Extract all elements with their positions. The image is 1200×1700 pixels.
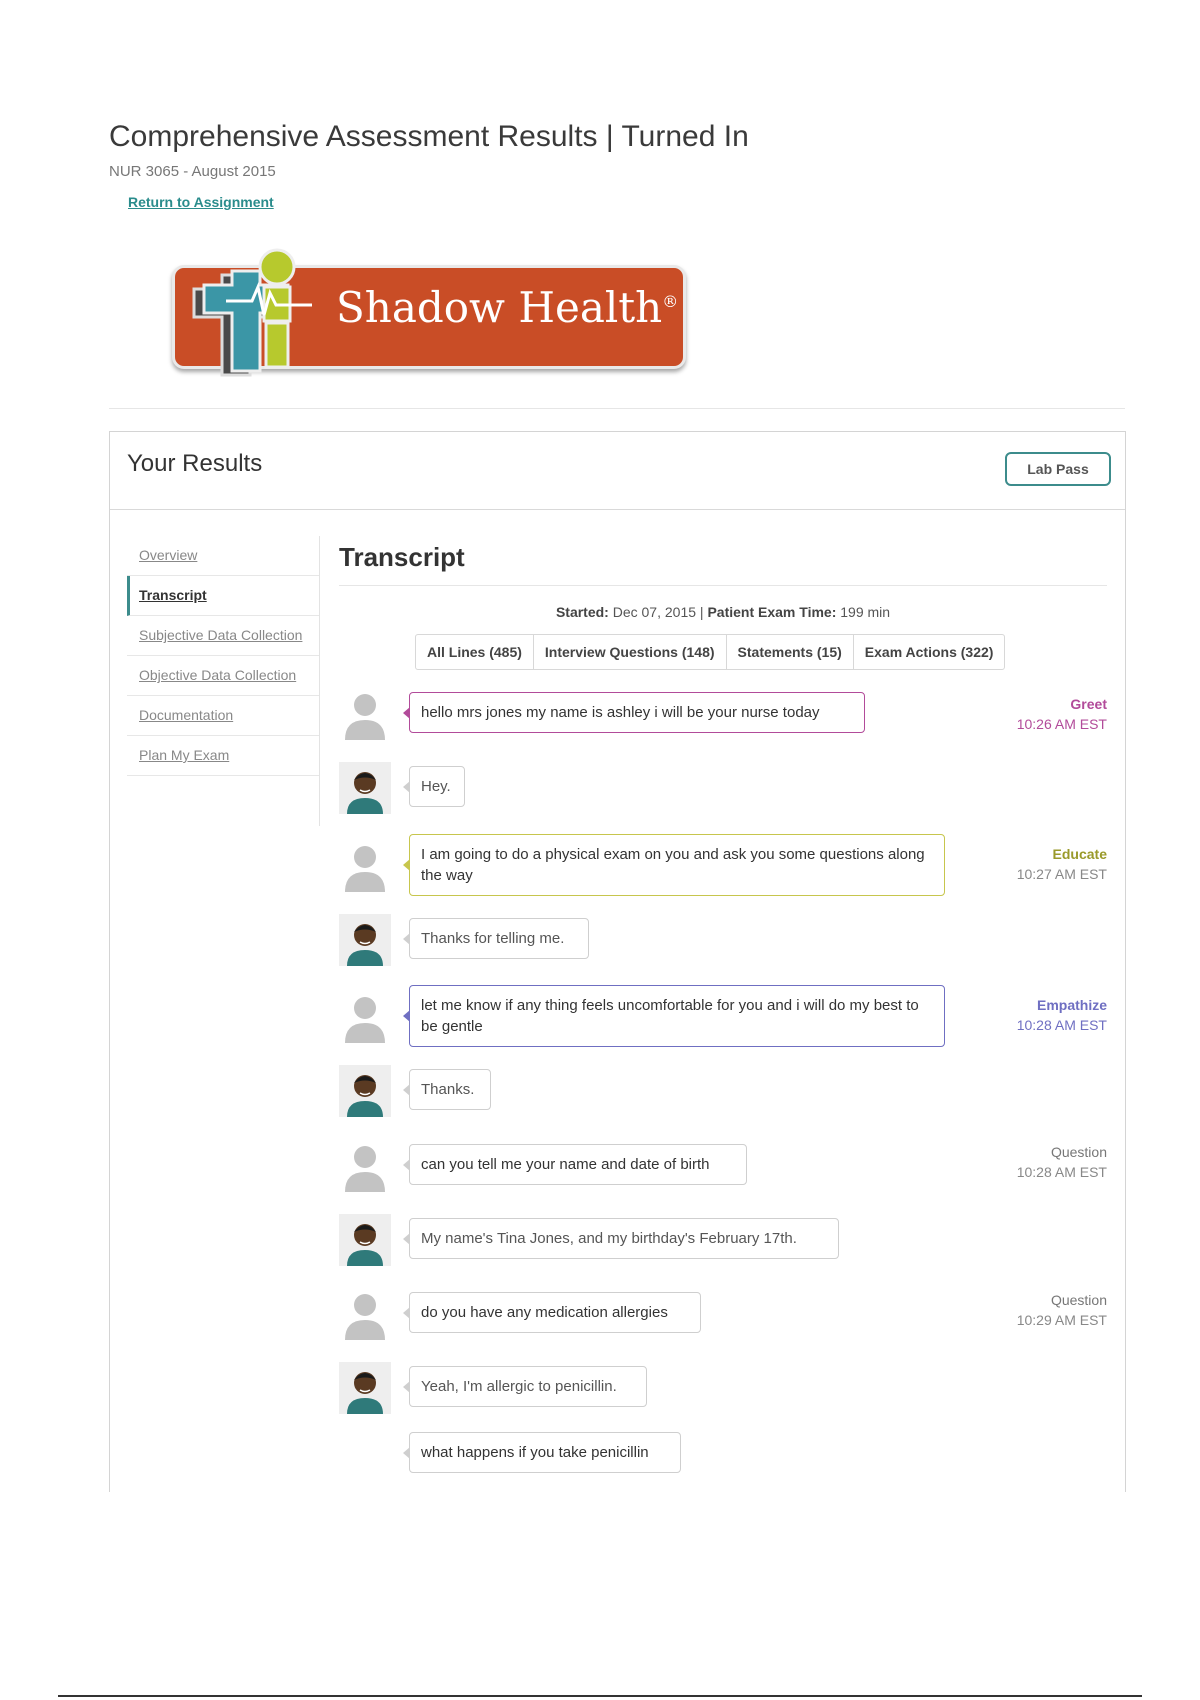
transcript-line (339, 688, 1107, 740)
results-title: Your Results (127, 450, 263, 477)
student-avatar-icon (339, 688, 391, 740)
message-time: 10:26 AM EST (1016, 716, 1107, 732)
transcript-line (339, 1140, 1107, 1192)
message-category: Educate (1052, 846, 1107, 862)
results-header (110, 432, 1125, 510)
nav-item-subjective-data-collection[interactable] (127, 616, 319, 656)
transcript-line (339, 985, 1107, 1049)
logo-figure-icon (182, 243, 332, 379)
summary-separator: | (699, 604, 704, 620)
message-meta (967, 694, 1107, 734)
message-bubble: what happens if you take penicillin (409, 1432, 681, 1473)
message-bubble: I am going to do a physical exam on you and ask you some questions along the way (409, 834, 945, 896)
message-bubble: Thanks for telling me. (409, 918, 589, 959)
patient-avatar-icon (339, 1214, 391, 1266)
nav-item-label[interactable]: Transcript (139, 587, 207, 603)
nav-item-label[interactable]: Plan My Exam (139, 747, 230, 763)
course-subtitle: NUR 3065 - August 2015 (109, 163, 276, 180)
message-time: 10:28 AM EST (1016, 1164, 1107, 1180)
message-bubble: can you tell me your name and date of birth (409, 1144, 747, 1185)
patient-avatar-icon (339, 914, 391, 966)
message-meta (967, 1290, 1107, 1330)
message-time: 10:29 AM EST (1016, 1312, 1107, 1328)
message-category: Empathize (1036, 997, 1107, 1013)
filter-statements[interactable]: Statements (15) (727, 635, 854, 669)
logo-text: Shadow Health® (336, 283, 679, 332)
message-category: Question (1050, 1144, 1107, 1160)
transcript-line (339, 1214, 1107, 1266)
nav-item-label[interactable]: Subjective Data Collection (139, 627, 303, 643)
message-bubble: do you have any medication allergies (409, 1292, 701, 1333)
started-value: Dec 07, 2015 (612, 604, 697, 620)
patient-avatar-icon (339, 762, 391, 814)
nav-item-plan-my-exam[interactable] (127, 736, 319, 776)
transcript-title: Transcript (339, 542, 465, 572)
transcript-line (339, 1065, 1107, 1117)
message-bubble: My name's Tina Jones, and my birthday's February 17th. (409, 1218, 839, 1259)
transcript-line (339, 834, 1107, 898)
results-side-nav (127, 536, 320, 826)
nav-item-objective-data-collection[interactable] (127, 656, 319, 696)
student-avatar-icon (339, 1288, 391, 1340)
message-meta (967, 1142, 1107, 1182)
message-bubble: Yeah, I'm allergic to penicillin. (409, 1366, 647, 1407)
page-bottom-rule (58, 1695, 1142, 1697)
exam-time-value: 199 min (840, 604, 891, 620)
nav-item-label[interactable]: Documentation (139, 707, 234, 723)
message-bubble: Hey. (409, 766, 465, 807)
transcript-line (339, 1430, 1107, 1478)
page-title: Comprehensive Assessment Results | Turned In (109, 120, 749, 153)
nav-item-label[interactable]: Objective Data Collection (139, 667, 297, 683)
transcript-line (339, 1362, 1107, 1414)
transcript-filter-tabs (415, 634, 1005, 670)
started-label: Started: (555, 604, 609, 620)
transcript-line (339, 762, 1107, 814)
nav-item-label[interactable]: Overview (139, 547, 198, 563)
return-to-assignment-link[interactable]: Return to Assignment (128, 194, 274, 210)
nav-item-documentation[interactable] (127, 696, 319, 736)
message-meta (967, 995, 1107, 1035)
transcript-line (339, 914, 1107, 966)
lab-pass-button[interactable]: Lab Pass (1005, 452, 1111, 486)
message-time: 10:28 AM EST (1016, 1017, 1107, 1033)
exam-summary (339, 604, 1107, 620)
student-avatar-icon (339, 840, 391, 892)
results-panel (109, 431, 1126, 1492)
filter-interview-questions[interactable]: Interview Questions (148) (534, 635, 727, 669)
filter-exam-actions[interactable]: Exam Actions (322) (864, 644, 994, 660)
exam-time-label: Patient Exam Time: (707, 604, 837, 620)
message-bubble: hello mrs jones my name is ashley i will be your nurse today (409, 692, 865, 733)
message-meta (967, 844, 1107, 884)
message-bubble: let me know if any thing feels uncomfortable for you and i will do my best to be gentle (409, 985, 945, 1047)
message-bubble: Thanks. (409, 1069, 491, 1110)
transcript-line (339, 1288, 1107, 1340)
nav-item-overview[interactable] (127, 536, 319, 576)
shadow-health-logo (168, 243, 684, 379)
patient-avatar-icon (339, 1065, 391, 1117)
patient-avatar-icon (339, 1362, 391, 1414)
filter-all-lines[interactable]: All Lines (485) (416, 635, 534, 669)
message-time: 10:27 AM EST (1016, 866, 1107, 882)
header-divider (109, 408, 1125, 409)
message-category: Question (1050, 1292, 1107, 1308)
nav-item-transcript[interactable] (127, 576, 319, 616)
student-avatar-icon (339, 1140, 391, 1192)
message-category: Greet (1070, 696, 1107, 712)
transcript-divider (339, 585, 1107, 586)
student-avatar-icon (339, 991, 391, 1043)
